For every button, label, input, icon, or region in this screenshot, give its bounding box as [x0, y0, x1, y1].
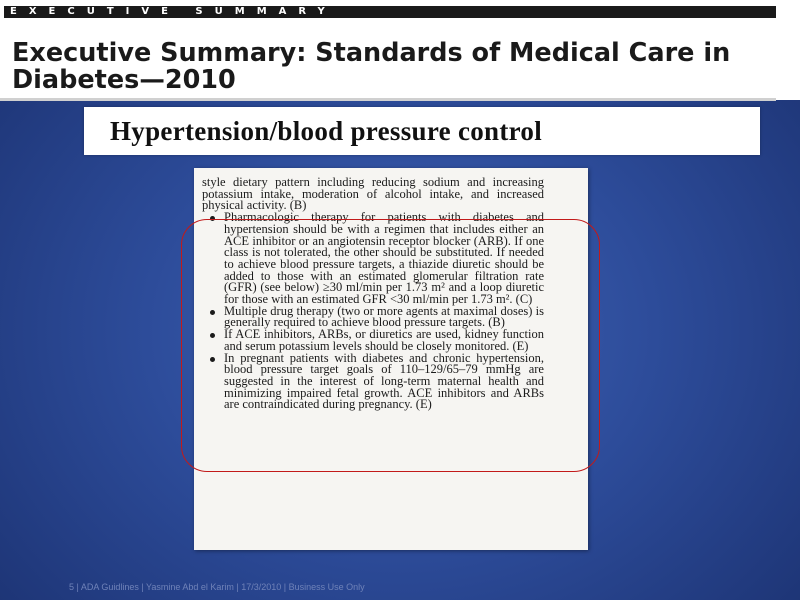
document-body	[202, 177, 544, 411]
recommendation-text: Multiple drug therapy (two or more agents at maximal doses) is generally required to achieve blood pressure targets. (B)	[224, 303, 544, 330]
banner-heading: Hypertension/blood pressure control	[110, 116, 543, 146]
bullet-icon	[210, 357, 215, 362]
header-divider	[0, 98, 776, 101]
bullet-icon	[210, 310, 215, 315]
slide-header	[0, 0, 800, 100]
recommendation-text: In pregnant patients with diabetes and chronic hypertension, blood pressure target goals of 110–129/65–79 mmHg are suggested in the interest of long-term maternal health and minimizing impaired fetal growth. ACE inhibitors and ARBs are contraindicated during pregnancy. (E)	[224, 350, 544, 412]
slide-footer: 5 | ADA Guidlines | Yasmine Abd el Karim | 17/3/2010 | Business Use Only	[69, 582, 365, 592]
recommendation-item	[202, 212, 544, 306]
bullet-icon	[210, 216, 215, 221]
bullet-icon	[210, 333, 215, 338]
recommendation-text: If ACE inhibitors, ARBs, or diuretics are used, kidney function and serum potassium levels should be closely monitored. (E)	[224, 327, 544, 353]
recommendation-item	[202, 303, 544, 330]
section-eyebrow: EXECUTIVE SUMMARY	[4, 6, 776, 18]
slide-title: Executive Summary: Standards of Medical Care in Diabetes—2010	[12, 38, 731, 95]
recommendation-item	[202, 350, 544, 412]
topic-banner	[84, 107, 760, 155]
recommendation-item	[202, 329, 544, 352]
recommendation-text: Pharmacologic therapy for patients with diabetes and hypertension should be with a regimen that includes either an ACE inhibitor or an angiotensin receptor blocker (ARB). If one class is not tolerated, the other should be substituted. If needed to achieve blood pressure targets, a thiazide diuretic should be added to those with an estimated glomerular filtration rate (GFR) (see below) ≥30 ml/min per 1.73 m² and a loop diuretic for those with an estimated GFR <30 ml/min per 1.73 m². (C)	[224, 210, 544, 307]
intro-paragraph: style dietary pattern including reducing sodium and increasing potassium intake, moderation of alcohol intake, and increased physical activity. (B)	[202, 175, 544, 213]
document-excerpt	[194, 168, 588, 550]
